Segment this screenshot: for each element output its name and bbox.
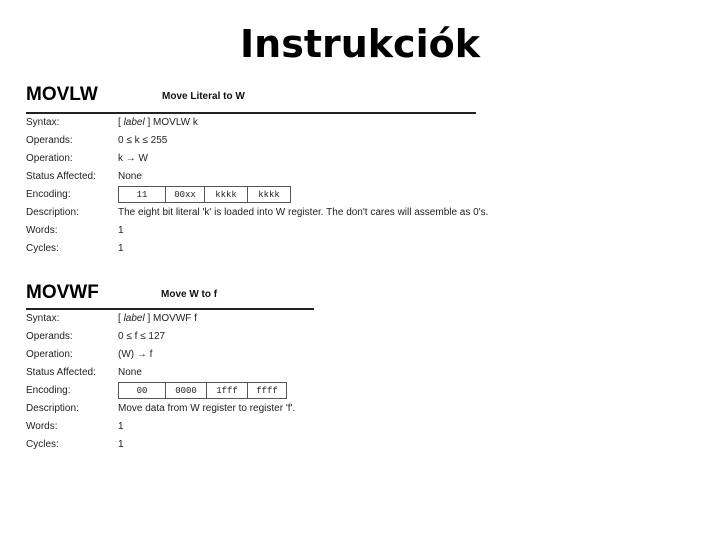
encoding-cell: kkkk — [204, 186, 247, 203]
instruction-short-desc: Move Literal to W — [162, 91, 245, 102]
field-label: Status Affected: — [26, 367, 96, 378]
field-label: Words: — [26, 225, 58, 236]
field-cycles — [26, 436, 356, 454]
slide-title: Instrukciók — [240, 22, 480, 66]
field-value: None — [118, 171, 142, 182]
field-label: Operands: — [26, 331, 73, 342]
field-operation — [26, 150, 476, 168]
field-label: Words: — [26, 421, 58, 432]
encoding-cell: 0000 — [165, 382, 206, 399]
syntax-bracket-open: [ — [118, 117, 124, 128]
field-label: Operation: — [26, 349, 73, 360]
field-value: 0 ≤ k ≤ 255 — [118, 135, 168, 146]
syntax-bracket-open: [ — [118, 313, 124, 324]
field-value: None — [118, 367, 142, 378]
instruction-header — [26, 84, 476, 110]
field-label: Operands: — [26, 135, 73, 146]
syntax-label: label — [123, 117, 145, 128]
field-description — [26, 204, 489, 222]
instruction-movwf — [26, 282, 314, 450]
instruction-fields — [26, 114, 489, 258]
field-value: 0 ≤ f ≤ 127 — [118, 331, 166, 342]
encoding-table — [118, 382, 287, 399]
field-value: Move data from W register to register 'f'. — [118, 403, 296, 414]
field-words — [26, 222, 476, 240]
field-value — [118, 313, 197, 324]
syntax-rest: ] MOVLW k — [144, 117, 198, 128]
field-words — [26, 418, 356, 436]
encoding-cell: 11 — [118, 186, 165, 203]
instruction-short-desc: Move W to f — [161, 289, 218, 300]
field-description — [26, 400, 356, 418]
syntax-label: label — [123, 313, 145, 324]
field-status-affected — [26, 364, 356, 382]
encoding-cell: 00 — [118, 382, 165, 399]
field-label: Encoding: — [26, 189, 71, 200]
field-label: Description: — [26, 207, 79, 218]
field-label: Cycles: — [26, 243, 59, 254]
instruction-fields — [26, 310, 356, 454]
field-value: (W) → f — [118, 349, 153, 360]
field-operands — [26, 132, 476, 150]
field-label: Encoding: — [26, 385, 71, 396]
field-label: Description: — [26, 403, 79, 414]
field-encoding — [26, 186, 476, 204]
field-value: 1 — [118, 243, 124, 254]
field-operands — [26, 328, 356, 346]
field-encoding — [26, 382, 356, 400]
instruction-mnemonic: MOVWF — [26, 282, 99, 303]
field-syntax — [26, 114, 476, 132]
field-label: Syntax: — [26, 313, 60, 324]
field-label: Syntax: — [26, 117, 60, 128]
field-value — [118, 117, 198, 128]
field-label: Status Affected: — [26, 171, 96, 182]
instruction-mnemonic: MOVLW — [26, 84, 98, 105]
field-value: k → W — [118, 153, 148, 164]
instruction-movlw — [26, 84, 489, 254]
field-value: 1 — [118, 225, 124, 236]
encoding-cell: 00xx — [165, 186, 204, 203]
field-operation — [26, 346, 356, 364]
field-label: Operation: — [26, 153, 73, 164]
encoding-cell: kkkk — [247, 186, 291, 203]
syntax-rest: ] MOVWF f — [144, 313, 197, 324]
field-syntax — [26, 310, 356, 328]
field-value: The eight bit literal 'k' is loaded into W register. The don't cares will assemble as 0's. — [118, 207, 489, 218]
field-label: Cycles: — [26, 439, 59, 450]
encoding-cell: 1fff — [206, 382, 247, 399]
field-status-affected — [26, 168, 476, 186]
encoding-table — [118, 186, 291, 203]
field-value: 1 — [118, 421, 124, 432]
field-cycles — [26, 240, 476, 258]
field-value: 1 — [118, 439, 124, 450]
instruction-header — [26, 282, 314, 308]
encoding-cell: ffff — [247, 382, 287, 399]
